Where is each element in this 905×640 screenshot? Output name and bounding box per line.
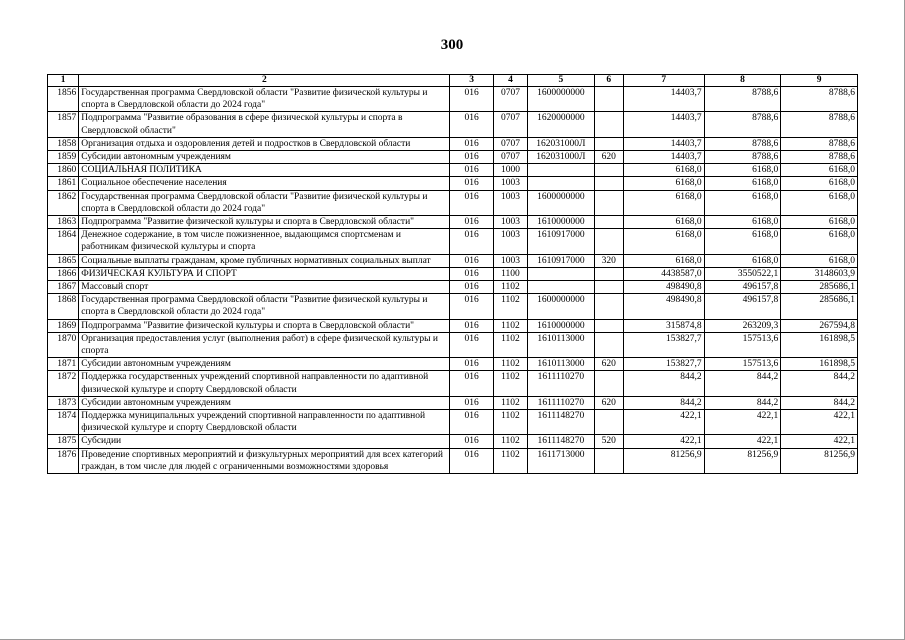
row-col-5: 1611148270	[528, 435, 595, 448]
row-col-6: 320	[594, 254, 623, 267]
row-col-8: 263209,3	[704, 319, 781, 332]
row-col-3: 016	[450, 254, 493, 267]
table-row	[48, 254, 858, 267]
row-col-4: 1102	[493, 358, 527, 371]
row-col-7: 4438587,0	[623, 267, 704, 280]
row-col-6: 620	[594, 358, 623, 371]
row-col-5	[528, 164, 595, 177]
row-name: Субсидии автономным учреждениям	[79, 151, 450, 164]
row-col-3: 016	[450, 112, 493, 137]
row-col-9: 422,1	[781, 435, 858, 448]
row-col-7: 844,2	[623, 371, 704, 396]
row-col-5: 1600000000	[528, 294, 595, 319]
row-col-6	[594, 281, 623, 294]
row-col-7: 6168,0	[623, 229, 704, 254]
row-col-6	[594, 267, 623, 280]
row-col-5: 1611110270	[528, 371, 595, 396]
table-row	[48, 294, 858, 319]
row-name: Проведение спортивных мероприятий и физкультурных мероприятий для всех категорий граждан, в том числе для людей с ограниченными возможностями здоровья	[79, 448, 450, 473]
row-col-7: 14403,7	[623, 87, 704, 112]
row-col-9: 267594,8	[781, 319, 858, 332]
row-col-6	[594, 410, 623, 435]
row-col-8: 6168,0	[704, 177, 781, 190]
table-header-row	[48, 75, 858, 87]
header-col-8: 8	[704, 75, 781, 87]
row-name: ФИЗИЧЕСКАЯ КУЛЬТУРА И СПОРТ	[79, 267, 450, 280]
row-col-9: 6168,0	[781, 190, 858, 215]
row-col-8: 496157,8	[704, 294, 781, 319]
row-col-7: 498490,8	[623, 294, 704, 319]
row-col-7: 498490,8	[623, 281, 704, 294]
row-col-8: 3550522,1	[704, 267, 781, 280]
table-row	[48, 410, 858, 435]
row-col-9: 6168,0	[781, 216, 858, 229]
row-col-4: 1100	[493, 267, 527, 280]
table-body	[48, 87, 858, 474]
page-number: 300	[440, 37, 464, 53]
row-number: 1859	[48, 151, 79, 164]
row-col-4: 1102	[493, 332, 527, 357]
table-row	[48, 435, 858, 448]
row-col-8: 6168,0	[704, 254, 781, 267]
row-col-7: 81256,9	[623, 448, 704, 473]
row-col-9: 285686,1	[781, 294, 858, 319]
row-col-6: 620	[594, 151, 623, 164]
row-col-9: 8788,6	[781, 151, 858, 164]
row-col-4: 0707	[493, 151, 527, 164]
row-col-7: 315874,8	[623, 319, 704, 332]
row-col-4: 0707	[493, 87, 527, 112]
row-col-7: 6168,0	[623, 190, 704, 215]
row-col-9: 844,2	[781, 371, 858, 396]
table-row	[48, 267, 858, 280]
row-col-3: 016	[450, 267, 493, 280]
row-number: 1858	[48, 137, 79, 150]
row-number: 1869	[48, 319, 79, 332]
row-col-7: 6168,0	[623, 216, 704, 229]
row-col-9: 8788,6	[781, 137, 858, 150]
row-col-5: 1610113000	[528, 332, 595, 357]
row-col-3: 016	[450, 87, 493, 112]
row-col-7: 6168,0	[623, 254, 704, 267]
row-col-7: 153827,7	[623, 358, 704, 371]
row-col-3: 016	[450, 137, 493, 150]
row-col-8: 844,2	[704, 396, 781, 409]
header-col-4: 4	[493, 75, 527, 87]
row-col-7: 14403,7	[623, 112, 704, 137]
row-col-3: 016	[450, 216, 493, 229]
row-col-7: 422,1	[623, 410, 704, 435]
row-col-3: 016	[450, 410, 493, 435]
row-number: 1873	[48, 396, 79, 409]
row-col-6	[594, 332, 623, 357]
row-col-3: 016	[450, 177, 493, 190]
row-col-6	[594, 319, 623, 332]
row-col-3: 016	[450, 164, 493, 177]
table-row	[48, 216, 858, 229]
row-col-6	[594, 164, 623, 177]
row-col-9: 285686,1	[781, 281, 858, 294]
row-col-9: 6168,0	[781, 254, 858, 267]
row-col-3: 016	[450, 319, 493, 332]
row-col-9: 81256,9	[781, 448, 858, 473]
table-row	[48, 358, 858, 371]
row-col-6	[594, 177, 623, 190]
row-number: 1867	[48, 281, 79, 294]
row-name: Поддержка муниципальных учреждений спортивной направленности по адаптивной физической культуре и спорту Свердловской области	[79, 410, 450, 435]
row-col-4: 1102	[493, 319, 527, 332]
row-col-8: 6168,0	[704, 164, 781, 177]
row-number: 1865	[48, 254, 79, 267]
row-col-8: 8788,6	[704, 151, 781, 164]
row-name: Организация отдыха и оздоровления детей и подростков в Свердловской области	[79, 137, 450, 150]
row-col-5: 1611713000	[528, 448, 595, 473]
row-name: Государственная программа Свердловской области "Развитие физической культуры и спорта в Свердловской области до 2024 года"	[79, 190, 450, 215]
header-col-2: 2	[79, 75, 450, 87]
row-col-4: 1003	[493, 216, 527, 229]
row-col-5	[528, 267, 595, 280]
row-col-8: 6168,0	[704, 216, 781, 229]
row-number: 1863	[48, 216, 79, 229]
row-col-4: 1102	[493, 435, 527, 448]
row-col-7: 422,1	[623, 435, 704, 448]
row-col-3: 016	[450, 332, 493, 357]
table-row	[48, 229, 858, 254]
row-number: 1876	[48, 448, 79, 473]
row-col-5: 1611148270	[528, 410, 595, 435]
row-name: Государственная программа Свердловской области "Развитие физической культуры и спорта в Свердловской области до 2024 года"	[79, 294, 450, 319]
row-col-9: 6168,0	[781, 177, 858, 190]
row-number: 1872	[48, 371, 79, 396]
row-name: Субсидии	[79, 435, 450, 448]
table-row	[48, 87, 858, 112]
row-name: Массовый спорт	[79, 281, 450, 294]
row-name: Субсидии автономным учреждениям	[79, 358, 450, 371]
row-col-7: 844,2	[623, 396, 704, 409]
row-col-8: 422,1	[704, 410, 781, 435]
row-col-4: 1102	[493, 448, 527, 473]
row-col-7: 153827,7	[623, 332, 704, 357]
row-col-8: 422,1	[704, 435, 781, 448]
row-col-9: 161898,5	[781, 332, 858, 357]
row-col-8: 844,2	[704, 371, 781, 396]
row-name: Подпрограмма "Развитие физической культуры и спорта в Свердловской области"	[79, 216, 450, 229]
row-col-4: 1102	[493, 410, 527, 435]
row-col-4: 1000	[493, 164, 527, 177]
row-col-6	[594, 448, 623, 473]
row-col-3: 016	[450, 281, 493, 294]
row-col-7: 6168,0	[623, 164, 704, 177]
row-number: 1857	[48, 112, 79, 137]
row-col-6	[594, 216, 623, 229]
row-col-4: 1003	[493, 177, 527, 190]
row-col-8: 6168,0	[704, 190, 781, 215]
row-col-3: 016	[450, 294, 493, 319]
row-name: СОЦИАЛЬНАЯ ПОЛИТИКА	[79, 164, 450, 177]
row-col-3: 016	[450, 435, 493, 448]
row-col-5: 162031000Л	[528, 137, 595, 150]
row-col-8: 8788,6	[704, 112, 781, 137]
table-row	[48, 448, 858, 473]
header-col-9: 9	[781, 75, 858, 87]
row-col-5: 1611110270	[528, 396, 595, 409]
row-col-9: 422,1	[781, 410, 858, 435]
table-row	[48, 319, 858, 332]
table-row	[48, 371, 858, 396]
row-col-8: 6168,0	[704, 229, 781, 254]
row-col-7: 14403,7	[623, 137, 704, 150]
row-col-5: 1620000000	[528, 112, 595, 137]
row-col-3: 016	[450, 229, 493, 254]
row-name: Субсидии автономным учреждениям	[79, 396, 450, 409]
row-col-9: 6168,0	[781, 164, 858, 177]
row-col-5: 1610000000	[528, 216, 595, 229]
row-col-8: 8788,6	[704, 87, 781, 112]
row-col-7: 14403,7	[623, 151, 704, 164]
row-col-4: 1102	[493, 371, 527, 396]
table-row	[48, 281, 858, 294]
table-row	[48, 164, 858, 177]
row-col-3: 016	[450, 371, 493, 396]
row-col-5: 1610113000	[528, 358, 595, 371]
header-col-3: 3	[450, 75, 493, 87]
row-col-5: 1610917000	[528, 229, 595, 254]
row-col-3: 016	[450, 448, 493, 473]
row-col-6	[594, 294, 623, 319]
row-col-3: 016	[450, 358, 493, 371]
row-col-6	[594, 87, 623, 112]
row-col-9: 8788,6	[781, 87, 858, 112]
row-col-6	[594, 112, 623, 137]
header-col-5: 5	[528, 75, 595, 87]
table-row	[48, 151, 858, 164]
row-col-8: 157513,6	[704, 332, 781, 357]
row-col-5	[528, 177, 595, 190]
row-col-7: 6168,0	[623, 177, 704, 190]
row-col-6	[594, 371, 623, 396]
row-number: 1862	[48, 190, 79, 215]
row-name: Социальные выплаты гражданам, кроме публичных нормативных социальных выплат	[79, 254, 450, 267]
row-col-6: 520	[594, 435, 623, 448]
table-row	[48, 190, 858, 215]
row-col-9: 844,2	[781, 396, 858, 409]
row-col-5: 1610000000	[528, 319, 595, 332]
row-name: Подпрограмма "Развитие физической культуры и спорта в Свердловской области"	[79, 319, 450, 332]
table-row	[48, 112, 858, 137]
header-col-1: 1	[48, 75, 79, 87]
row-col-8: 496157,8	[704, 281, 781, 294]
row-col-9: 6168,0	[781, 229, 858, 254]
row-col-6	[594, 229, 623, 254]
row-col-4: 1003	[493, 254, 527, 267]
row-col-9: 161898,5	[781, 358, 858, 371]
row-number: 1860	[48, 164, 79, 177]
row-name: Социальное обеспечение населения	[79, 177, 450, 190]
row-number: 1875	[48, 435, 79, 448]
row-number: 1868	[48, 294, 79, 319]
row-col-8: 157513,6	[704, 358, 781, 371]
row-col-4: 1102	[493, 396, 527, 409]
row-number: 1870	[48, 332, 79, 357]
row-col-3: 016	[450, 151, 493, 164]
row-col-8: 8788,6	[704, 137, 781, 150]
header-col-6: 6	[594, 75, 623, 87]
row-name: Государственная программа Свердловской области "Развитие физической культуры и спорта в Свердловской области до 2024 года"	[79, 87, 450, 112]
row-col-5: 1610917000	[528, 254, 595, 267]
row-col-5: 162031000Л	[528, 151, 595, 164]
row-col-9: 3148603,9	[781, 267, 858, 280]
row-col-5: 1600000000	[528, 87, 595, 112]
row-col-3: 016	[450, 190, 493, 215]
table-row	[48, 332, 858, 357]
table-row	[48, 177, 858, 190]
table-row	[48, 396, 858, 409]
row-col-4: 1003	[493, 229, 527, 254]
row-col-6	[594, 137, 623, 150]
row-name: Поддержка государственных учреждений спортивной направленности по адаптивной физической культуре и спорту Свердловской области	[79, 371, 450, 396]
row-number: 1856	[48, 87, 79, 112]
row-col-3: 016	[450, 396, 493, 409]
row-col-4: 1003	[493, 190, 527, 215]
row-col-4: 0707	[493, 112, 527, 137]
row-name: Подпрограмма "Развитие образования в сфере физической культуры и спорта в Свердловской области"	[79, 112, 450, 137]
table-row	[48, 137, 858, 150]
row-col-4: 1102	[493, 281, 527, 294]
row-col-6: 620	[594, 396, 623, 409]
row-number: 1871	[48, 358, 79, 371]
row-col-8: 81256,9	[704, 448, 781, 473]
row-col-9: 8788,6	[781, 112, 858, 137]
row-number: 1861	[48, 177, 79, 190]
header-col-7: 7	[623, 75, 704, 87]
budget-table	[47, 74, 858, 474]
row-col-5	[528, 281, 595, 294]
row-col-4: 1102	[493, 294, 527, 319]
row-name: Денежное содержание, в том числе пожизненное, выдающимся спортсменам и работникам физической культуры и спорта	[79, 229, 450, 254]
row-name: Организация предоставления услуг (выполнения работ) в сфере физической культуры и спорта	[79, 332, 450, 357]
row-number: 1866	[48, 267, 79, 280]
row-number: 1874	[48, 410, 79, 435]
row-col-6	[594, 190, 623, 215]
row-col-4: 0707	[493, 137, 527, 150]
row-col-5: 1600000000	[528, 190, 595, 215]
row-number: 1864	[48, 229, 79, 254]
